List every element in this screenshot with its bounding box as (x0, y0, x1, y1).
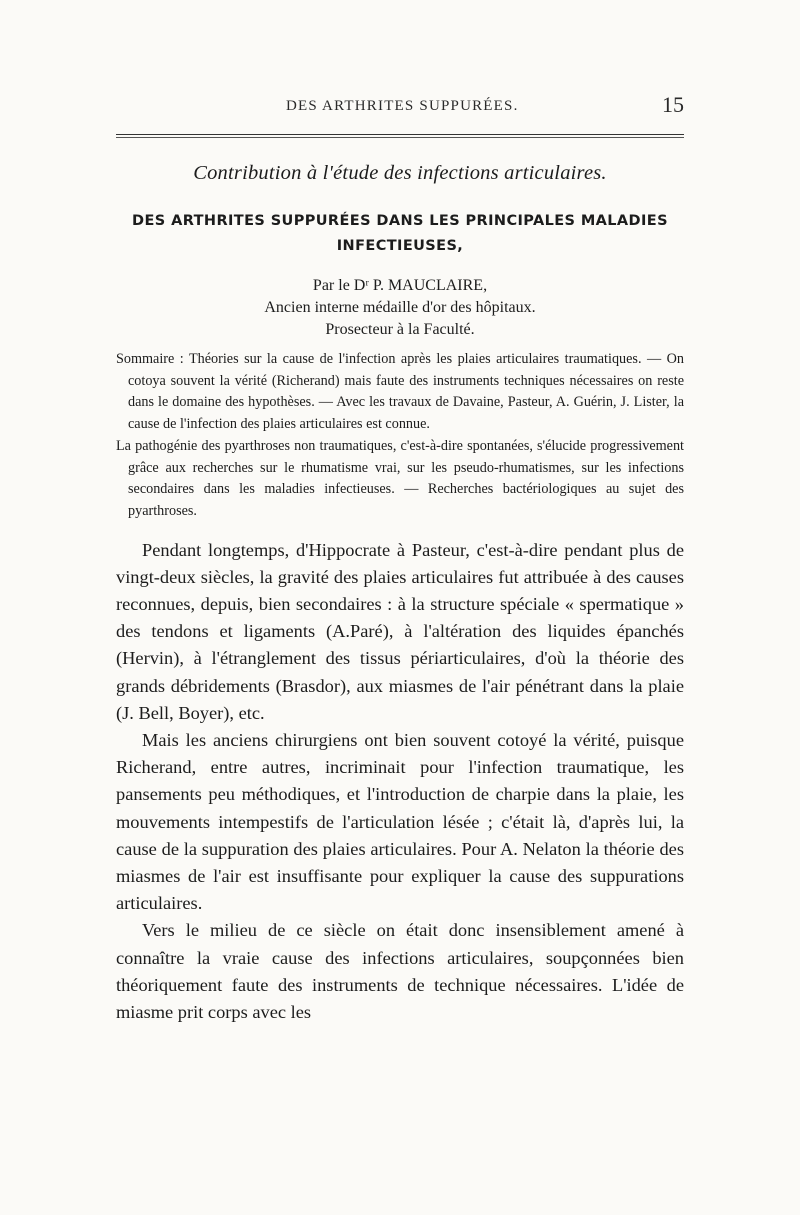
page-number: 15 (662, 92, 684, 117)
body-text (116, 537, 684, 1027)
contribution-heading: Contribution à l'étude des infections articulaires. (193, 162, 607, 184)
summary-block (116, 349, 684, 523)
article-title-line-1: DES ARTHRITES SUPPURÉES DANS LES PRINCIPALES MALADIES (132, 213, 668, 229)
summary-paragraph-2: La pathogénie des pyarthroses non traumatiques, c'est-à-dire spontanées, s'élucide progressivement grâce aux recherches sur le rhumatisme vrai, sur les pseudo-rhumatismes, sur les infections secondaires dans les maladies infectieuses. — Recherches bactériologiques au sujet des pyarthroses. (116, 437, 684, 519)
author-credential-2: Prosecteur à la Faculté. (325, 321, 475, 338)
body-paragraph-1: Pendant longtemps, d'Hippocrate à Pasteur, c'est-à-dire pendant plus de vingt-deux siècles, la gravité des plaies articulaires fut attribuée à des causes reconnues, depuis, bien secondaires : à la structure spéciale « spermatique » des tendons et ligaments (A.Paré), à l'altération des liquides épanchés (Hervin), à l'étranglement des tissus périarticulaires, d'où la théorie des grands débridements (Brasdor), aux miasmes de l'air pénétrant dans la plaie (J. Bell, Boyer), etc. (116, 539, 684, 723)
body-paragraph-3: Vers le milieu de ce siècle on était donc insensiblement amené à connaître la vraie cause des infections articulaires, soupçonnées bien théoriquement faute des instruments de technique nécessaires. L'idée de miasme prit corps avec les (116, 920, 684, 1023)
body-paragraph-2: Mais les anciens chirurgiens ont bien souvent cotoyé la vérité, puisque Richerand, entre autres, incriminait pour l'infection traumatique, les pansements peu méthodiques, et l'introduction de charpie dans la plaie, les mouvements intempestifs de l'articulation lésée ; c'était là, d'après lui, la cause de la suppuration des plaies articulaires. Pour A. Nelaton la théorie des miasmes de l'air est insuffisante pour expliquer la cause des suppurations articulaires. (116, 730, 684, 914)
author-block (116, 275, 684, 341)
running-header (116, 92, 684, 122)
header-rule (116, 134, 684, 138)
summary-paragraph-1: Sommaire : Théories sur la cause de l'infection après les plaies articulaires traumatiques. — On cotoya souvent la vérité (Richerand) mais faute des instruments techniques nécessaires on reste dans le domaine des hypothèses. — Avec les travaux de Davaine, Pasteur, A. Guérin, J. Lister, la cause de l'infection des plaies articulaires est connue. (116, 351, 684, 433)
article-title-line-2: INFECTIEUSES, (336, 238, 464, 254)
author-name: Par le Dʳ P. MAUCLAIRE, (312, 277, 488, 294)
author-credential-1: Ancien interne médaille d'or des hôpitaux. (264, 299, 536, 316)
book-page (116, 92, 684, 1026)
article-title (116, 209, 684, 259)
running-title: DES ARTHRITES SUPPURÉES. (286, 98, 519, 114)
